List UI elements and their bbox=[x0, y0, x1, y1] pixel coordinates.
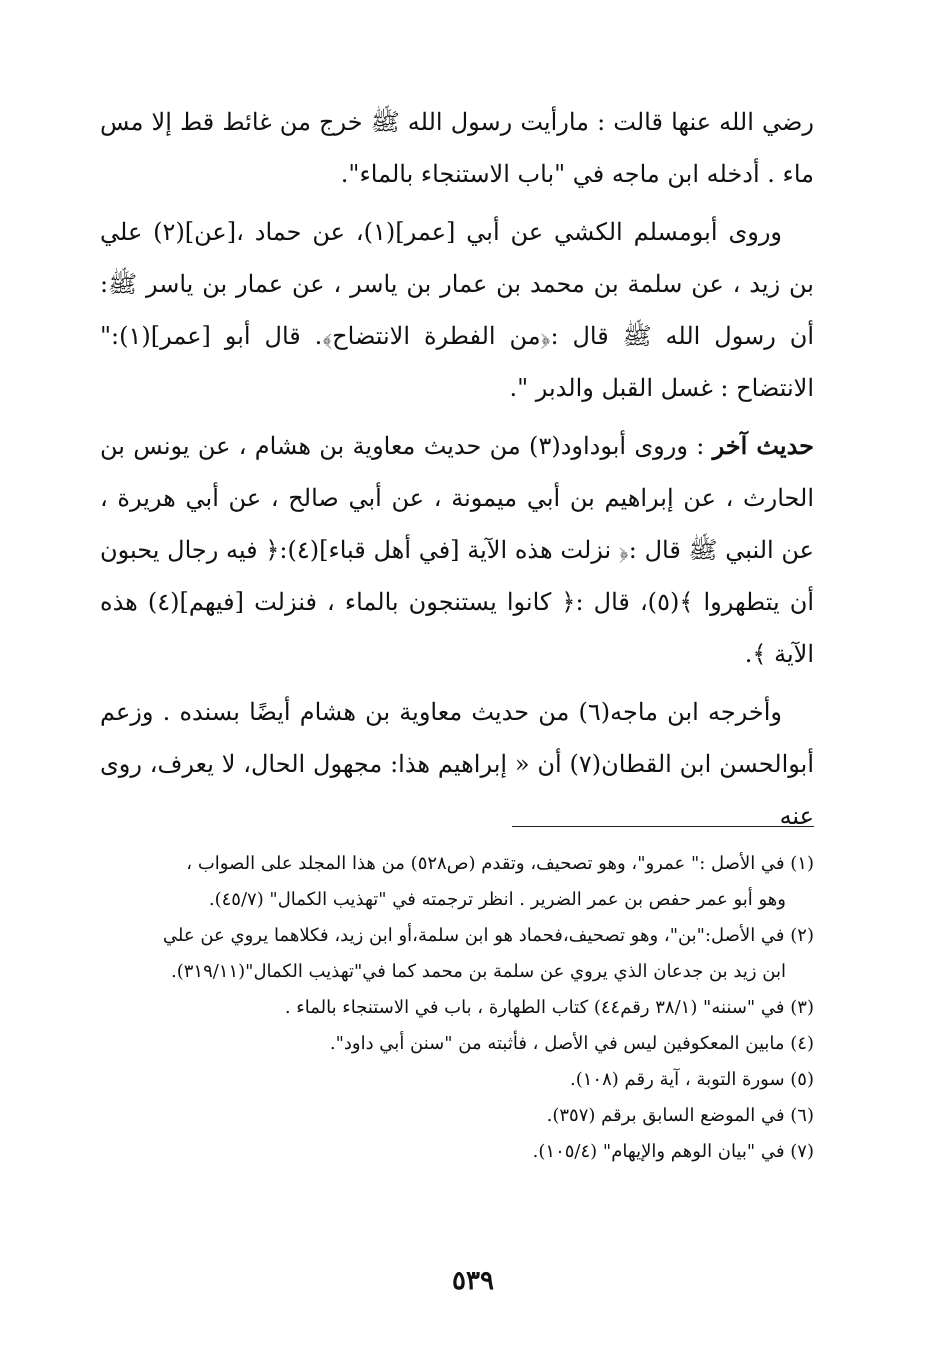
footnote-4: (٤) مابين المعكوفين ليس في الأصل ، فأثبته من "سنن أبي داود". bbox=[329, 1033, 814, 1054]
paragraph-2 bbox=[100, 206, 814, 414]
paragraph-3-text: : وروى أبوداود(٣) من حديث معاوية بن هشام ، عن يونس بن الحارث ، عن إبراهيم بن أبي ميمونة ، عن أبي صالح ، عن أبي هريرة ، عن النبي ﷺ قال :﴿ نزلت هذه الآية [في أهل قباء](٤):﴿ فيه رجال يحبون أن يتطهروا ﴾(٥)، قال :﴿ كانوا يستنجون بالماء ، فنزلت [فيهم](٤) هذه الآية ﴾. bbox=[100, 432, 814, 668]
paragraph-3-heading: حديث آخر bbox=[712, 431, 814, 460]
footnote-7: (٧) في "بيان الوهم والإيهام" (١٠٥/٤). bbox=[532, 1141, 814, 1162]
footnote-1-line-2: وهو أبو عمر حفص بن عمر الضرير . انظر ترجمته في "تهذيب الكمال" (٤٥/٧). bbox=[208, 889, 786, 910]
footnote-2-line-2: ابن زيد بن جدعان الذي يروي عن سلمة بن محمد كما في"تهذيب الكمال"(٣١٩/١١). bbox=[170, 961, 786, 982]
footnote-divider bbox=[512, 826, 814, 827]
paragraph-4-text: وأخرجه ابن ماجه(٦) من حديث معاوية بن هشام أيضًا بسنده . وزعم أبوالحسن ابن القطان(٧) أن « إبراهيم هذا: مجهول الحال، لا يعرف، روى عنه bbox=[100, 698, 814, 830]
paragraph-4 bbox=[100, 686, 814, 842]
main-text bbox=[100, 96, 814, 848]
footnote-5: (٥) سورة التوبة ، آية رقم (١٠٨). bbox=[570, 1069, 814, 1090]
footnote-1 bbox=[100, 846, 814, 918]
footnote-3: (٣) في "سننه" (٣٨/١ رقم٤٤) كتاب الطهارة ، باب في الاستنجاء بالماء . bbox=[284, 997, 814, 1018]
footnote-1-line-1: (١) في الأصل :" عمرو"، وهو تصحيف، وتقدم (ص٥٢٨) من هذا المجلد على الصواب ، bbox=[186, 853, 814, 874]
paragraph-3 bbox=[100, 420, 814, 680]
footnote-6: (٦) في الموضع السابق برقم (٣٥٧). bbox=[546, 1105, 814, 1126]
paragraph-2-text: وروى أبومسلم الكشي عن أبي [عمر](١)، عن حماد ،[عن](٢) علي بن زيد ، عن سلمة بن محمد بن عمار بن ياسر ، عن عمار بن ياسر ﷺ: أن رسول الله ﷺ قال :﴿من الفطرة الانتضاح﴾. قال أبو [عمر](١):" الانتضاح : غسل القبل والدبر ". bbox=[100, 218, 814, 402]
footnote-2 bbox=[100, 918, 814, 990]
footnote-2-line-1: (٢) في الأصل:"بن"، وهو تصحيف،فحماد هو ابن سلمة،أو ابن زيد، فكلاهما يروي عن علي bbox=[162, 925, 814, 946]
page-number: ٥٣٩ bbox=[452, 1266, 494, 1296]
paragraph-1: رضي الله عنها قالت : مارأيت رسول الله ﷺ خرج من غائط قط إلا مس ماء . أدخله ابن ماجه في "باب الاستنجاء بالماء". bbox=[100, 108, 814, 188]
footnotes bbox=[100, 846, 814, 1170]
